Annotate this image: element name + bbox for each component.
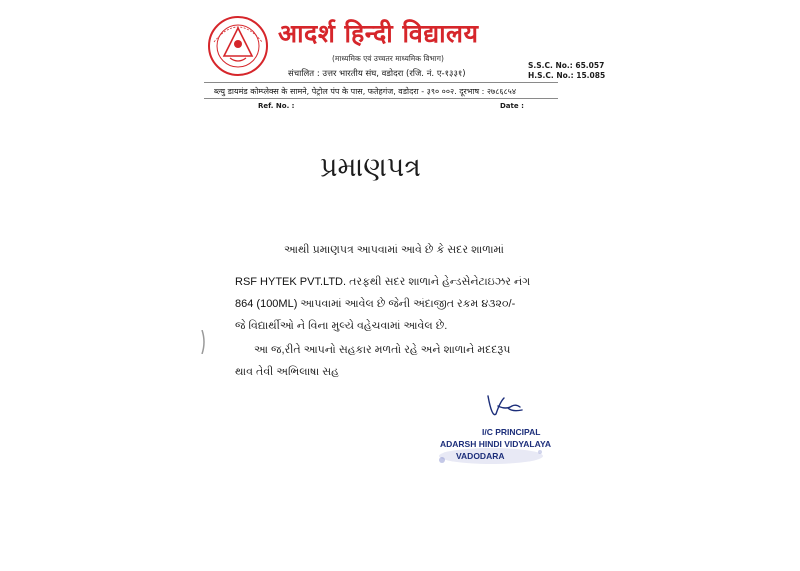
school-seal-logo [206,14,270,78]
ssc-number: S.S.C. No.: 65.057 [528,61,605,70]
certificate-line-2 [235,276,530,289]
certificate-line-6: થાવ તેવી અભિલાષા સહ [235,366,339,378]
quantity-text: 864 (100ML) [235,298,298,310]
certificate-line-1: આથી પ્રમાણપત્ર આપવામાં આવે છે કે સદર શાળામાં [284,244,504,256]
scan-edge-mark [201,330,207,354]
certificate-line-3 [235,298,515,311]
school-title: आदर्श हिन्दी विद्यालय [278,19,479,48]
certificate-line-3-text: આપવામાં આવેલ છે જેની અંદાજીત રકમ ૪૩૨૦/- [297,298,516,310]
ref-no-label: Ref. No. : [258,102,295,110]
signatory-city: VADODARA [456,451,505,461]
letterhead-divider-top [204,82,558,83]
date-label: Date : [500,102,524,110]
hsc-number: H.S.C. No.: 15.085 [528,71,606,80]
principal-signature [482,392,526,422]
certificate-line-2-text: તરફથી સદર શાળાને હેન્ડસેનેટાઇઝર નંગ [346,276,531,288]
school-address: ब्ल्यु डायमंड कोम्प्लेक्स के सामने, पेट्रोल पंप के पास, फतेहगंज, वडोदरा - ३९० ००२. दूरभाष : २७८६८५४ [214,87,516,96]
signatory-title: I/C PRINCIPAL [482,427,541,437]
school-subtitle: (माध्यमिक एवं उच्चतर माध्यमिक विभाग) [332,54,444,63]
letterhead-divider-bottom [204,98,558,99]
certificate-line-4: જે વિદ્યાર્થીઓ ને વિના મુલ્યે વહેચવામાં આવેલ છે. [235,320,448,332]
certificate-heading: પ્રમાણપત્ર [320,152,421,183]
company-name: RSF HYTEK PVT.LTD. [235,276,347,288]
signatory-school: ADARSH HINDI VIDYALAYA [440,439,551,449]
certificate-line-5: આ જ,રીતે આપનો સહકાર મળતો રહે અને શાળાને મદદરૂપ [254,344,511,356]
managed-by-text: संचालित : उत्तर भारतीय संघ, वडोदरा (रजि. नं. ए-१३३१) [288,69,466,79]
